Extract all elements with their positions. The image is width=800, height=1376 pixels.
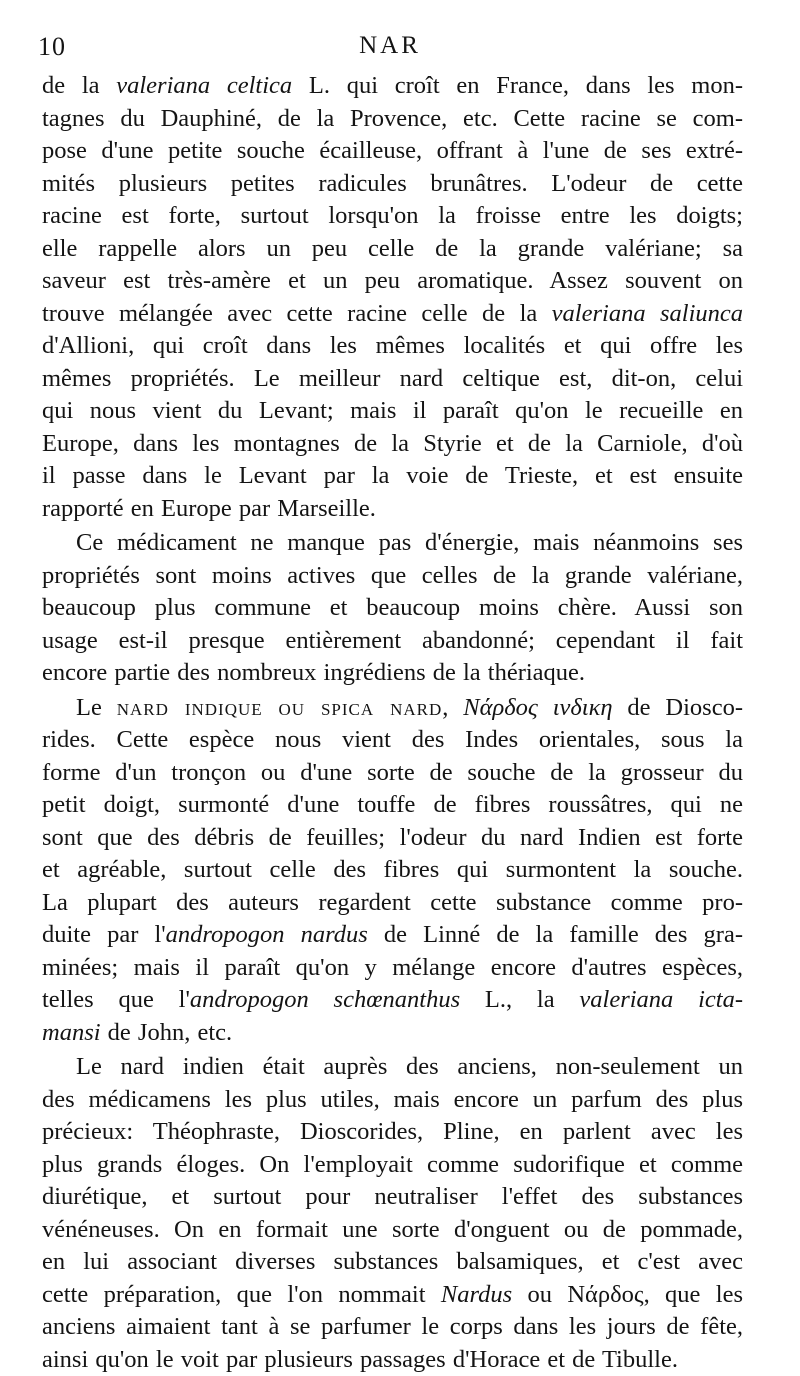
text-line: [42, 298, 743, 331]
text-run: ,: [442, 694, 463, 721]
text-line: [42, 822, 743, 855]
paragraph: [42, 692, 743, 1050]
text-run: propriétés sont moins actives que celles de la grande valériane,: [42, 562, 743, 589]
text-line: [42, 168, 743, 201]
text-run: telles que l': [42, 986, 190, 1013]
text-line: [42, 1116, 743, 1149]
text-line: [42, 657, 743, 690]
italic-term: mansi: [42, 1019, 101, 1046]
text-line: [42, 887, 743, 920]
text-run: des médicamens les plus utiles, mais encore un parfum des plus: [42, 1086, 743, 1113]
text-line: [42, 363, 743, 396]
text-run: plus grands éloges. On l'employait comme sudorifique et comme: [42, 1151, 743, 1178]
italic-term: Νάρδος ινδικη: [463, 694, 612, 721]
text-line: [42, 70, 743, 103]
text-line: [42, 984, 743, 1017]
text-line: [42, 919, 743, 952]
text-run: cette préparation, que l'on nommait: [42, 1281, 441, 1308]
text-run: diurétique, et surtout pour neutraliser l'effet des substances: [42, 1183, 743, 1210]
text-run: L. qui croît en France, dans les mon-: [292, 72, 743, 99]
text-run: encore partie des nombreux ingrédiens de la thériaque.: [42, 659, 585, 686]
text-line: [42, 1214, 743, 1247]
text-run: trouve mélangée avec cette racine celle de la: [42, 300, 552, 327]
text-line: [42, 527, 743, 560]
text-run: petit doigt, surmonté d'une touffe de fibres roussâtres, qui ne: [42, 791, 743, 818]
small-caps-term: nard indique ou spica nard: [117, 694, 442, 721]
text-line: [42, 1051, 743, 1084]
text-run: racine est forte, surtout lorsqu'on la froisse entre les doigts;: [42, 202, 743, 229]
running-head: [38, 32, 742, 66]
italic-term: andropogon nardus: [166, 921, 368, 948]
text-line: [42, 1149, 743, 1182]
text-line: [42, 265, 743, 298]
italic-term: valeriana celtica: [116, 72, 292, 99]
text-run: forme d'un tronçon ou d'une sorte de souche de la grosseur du: [42, 759, 743, 786]
text-run: beaucoup plus commune et beaucoup moins chère. Aussi son: [42, 594, 743, 621]
text-run: précieux: Théophraste, Dioscorides, Pline, en parlent avec les: [42, 1118, 743, 1145]
text-line: [42, 592, 743, 625]
text-run: Le nard indien était auprès des anciens, non-seulement un: [76, 1053, 743, 1080]
text-run: usage est-il presque entièrement abandonné; cependant il fait: [42, 627, 743, 654]
text-run: elle rappelle alors un peu celle de la grande valériane; sa: [42, 235, 743, 262]
text-run: Ce médicament ne manque pas d'énergie, mais néanmoins ses: [76, 529, 743, 556]
paragraph: [42, 1051, 743, 1376]
text-line: [42, 395, 743, 428]
text-run: de la: [42, 72, 116, 99]
text-run: Le: [76, 694, 117, 721]
text-line: [42, 789, 743, 822]
paragraph: [42, 70, 743, 525]
body-text: [42, 70, 743, 1376]
text-line: [42, 757, 743, 790]
text-run: duite par l': [42, 921, 166, 948]
text-line: [42, 1279, 743, 1312]
text-run: qui nous vient du Levant; mais il paraît qu'on le recueille en: [42, 397, 743, 424]
text-run: vénéneuses. On en formait une sorte d'onguent ou de pommade,: [42, 1216, 743, 1243]
italic-term: andropogon schœnanthus: [190, 986, 460, 1013]
text-run: saveur est très-amère et un peu aromatique. Assez souvent on: [42, 267, 743, 294]
text-run: rapporté en Europe par Marseille.: [42, 495, 376, 522]
text-line: [42, 233, 743, 266]
italic-term: valeriana saliunca: [552, 300, 743, 327]
text-run: en lui associant diverses substances balsamiques, et c'est avec: [42, 1248, 743, 1275]
text-line: [42, 460, 743, 493]
text-run: anciens aimaient tant à se parfumer le corps dans les jours de fête,: [42, 1313, 743, 1340]
text-line: [42, 625, 743, 658]
text-run: tagnes du Dauphiné, de la Provence, etc. Cette racine se com-: [42, 105, 743, 132]
text-line: [42, 135, 743, 168]
text-line: [42, 428, 743, 461]
text-run: de John, etc.: [101, 1019, 233, 1046]
text-line: [42, 1017, 743, 1050]
page-number: 10: [38, 32, 66, 62]
text-run: mêmes propriétés. Le meilleur nard celtique est, dit-on, celui: [42, 365, 743, 392]
text-run: minées; mais il paraît qu'on y mélange encore d'autres espèces,: [42, 954, 743, 981]
text-line: [42, 1084, 743, 1117]
text-line: [42, 692, 743, 725]
text-run: d'Allioni, qui croît dans les mêmes localités et qui offre les: [42, 332, 743, 359]
text-line: [42, 330, 743, 363]
text-line: [42, 1344, 743, 1376]
text-line: [42, 103, 743, 136]
text-run: de Linné de la famille des gra-: [368, 921, 743, 948]
text-line: [42, 1246, 743, 1279]
text-run: et agréable, surtout celle des fibres qui surmontent la souche.: [42, 856, 743, 883]
text-line: [42, 724, 743, 757]
text-line: [42, 1181, 743, 1214]
text-run: L., la: [460, 986, 579, 1013]
text-run: sont que des débris de feuilles; l'odeur du nard Indien est forte: [42, 824, 743, 851]
running-title: NAR: [38, 32, 742, 60]
text-run: mités plusieurs petites radicules brunâtres. L'odeur de cette: [42, 170, 743, 197]
text-run: pose d'une petite souche écailleuse, offrant à l'une de ses extré-: [42, 137, 743, 164]
text-run: il passe dans le Levant par la voie de Trieste, et est ensuite: [42, 462, 743, 489]
text-run: La plupart des auteurs regardent cette substance comme pro-: [42, 889, 743, 916]
text-run: ou Νάρδος, que les: [512, 1281, 743, 1308]
text-line: [42, 200, 743, 233]
text-line: [42, 493, 743, 526]
text-line: [42, 854, 743, 887]
italic-term: valeriana icta-: [579, 986, 743, 1013]
text-run: Europe, dans les montagnes de la Styrie et de la Carniole, d'où: [42, 430, 743, 457]
paragraph: [42, 527, 743, 690]
text-line: [42, 560, 743, 593]
text-run: de Diosco-: [613, 694, 744, 721]
text-line: [42, 1311, 743, 1344]
text-run: ainsi qu'on le voit par plusieurs passages d'Horace et de Tibulle.: [42, 1346, 678, 1373]
text-run: rides. Cette espèce nous vient des Indes orientales, sous la: [42, 726, 743, 753]
text-line: [42, 952, 743, 985]
italic-term: Nardus: [441, 1281, 512, 1308]
